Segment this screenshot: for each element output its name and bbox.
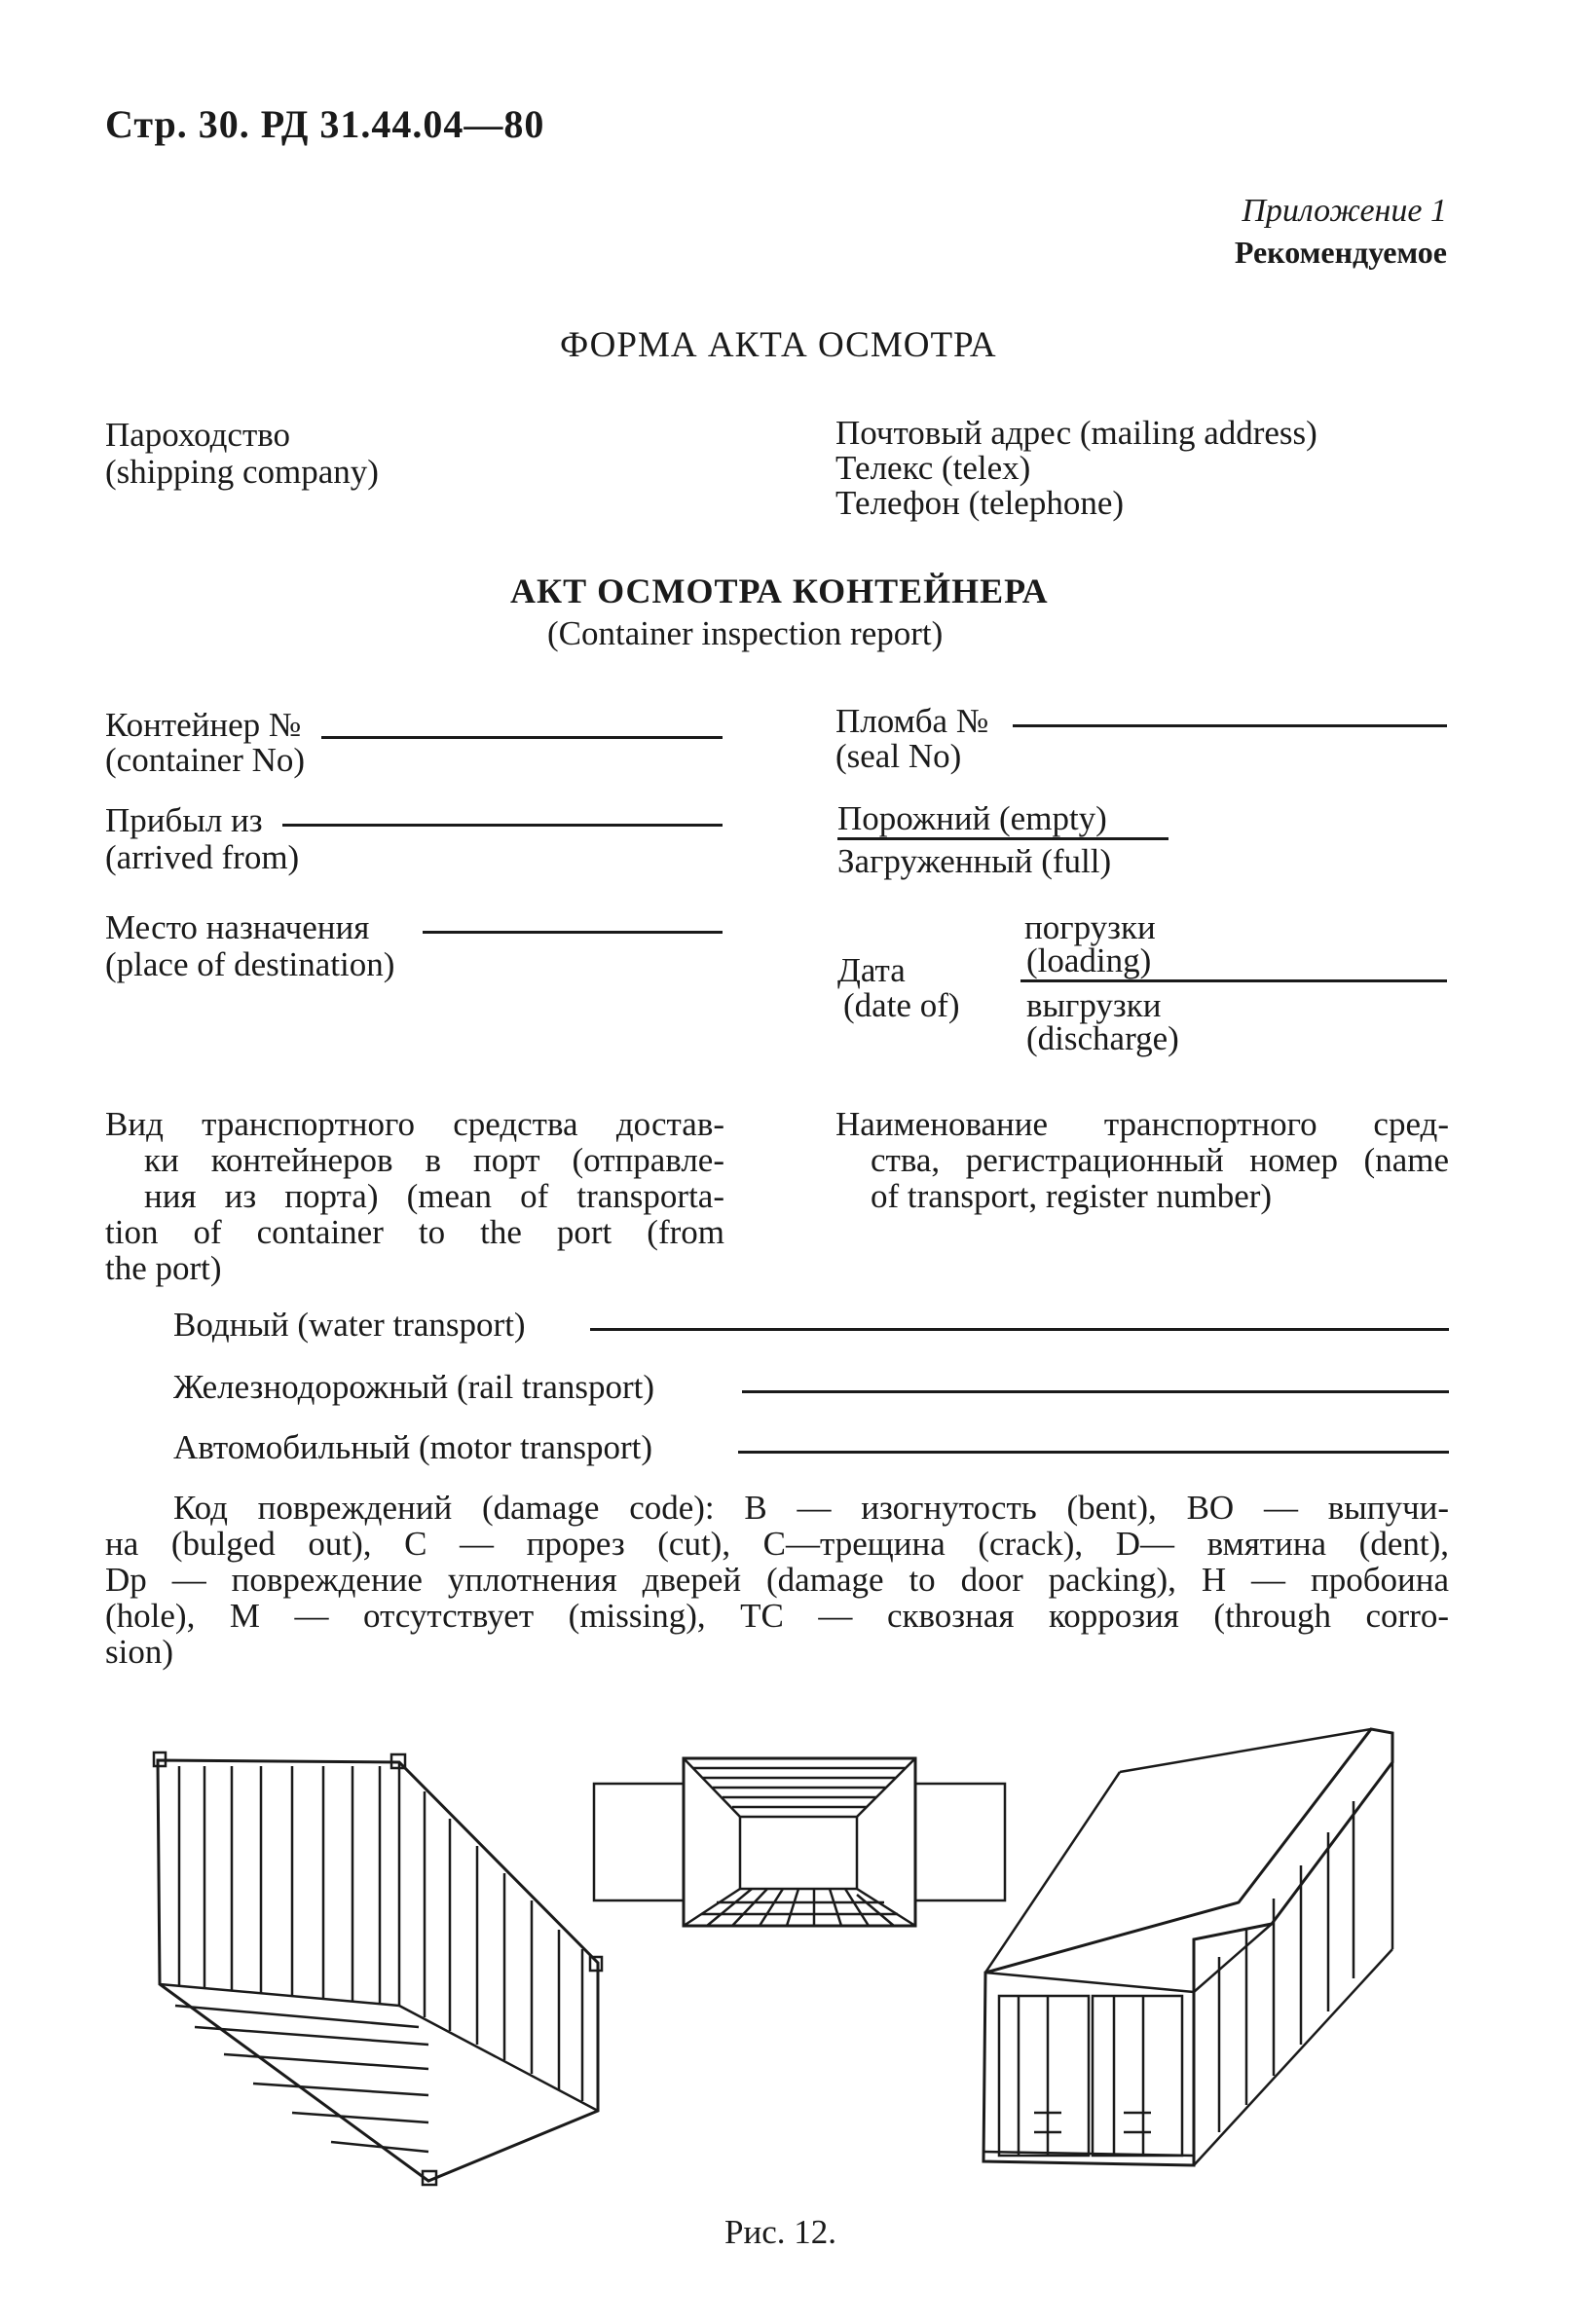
transport-name-label — [835, 1106, 1449, 1214]
transport-mean-line: the port) — [105, 1249, 222, 1287]
transport-name-line: ства, регистрационный номер (name — [871, 1141, 1449, 1179]
transport-mean-label — [105, 1106, 724, 1286]
date-line — [1020, 979, 1447, 982]
damage-code-line: Dp — повреждение уплотнения дверей (damage to door packing), Н — пробоина — [105, 1561, 1449, 1599]
transport-name-line: Наименование транспортного сред- — [835, 1105, 1449, 1143]
seal-number-label-en: (seal No) — [835, 737, 962, 775]
water-transport-line — [590, 1328, 1449, 1331]
container-number-label-en: (container No) — [105, 741, 306, 779]
recommended-label: Рекомендуемое — [1234, 235, 1447, 270]
container-number-line — [321, 736, 723, 739]
transport-mean-line: ки контейнеров в порт (отправле- — [144, 1141, 724, 1179]
telex-label: Телекс (telex) — [835, 449, 1031, 487]
transport-mean-line: ния из порта) (mean of transporta- — [144, 1177, 724, 1215]
loading-label-en: (loading) — [1026, 941, 1152, 979]
figure-caption: Рис. 12. — [724, 2213, 836, 2251]
arrived-from-label-en: (arrived from) — [105, 838, 300, 876]
date-label: Дата — [837, 951, 906, 989]
loading-label: погрузки — [1024, 908, 1156, 946]
damage-code-line: Код повреждений (damage code): В — изогнутость (bent), ВО — выпучи- — [173, 1489, 1449, 1527]
water-transport-label: Водный (water transport) — [173, 1306, 526, 1344]
destination-label-en: (place of destination) — [105, 945, 395, 983]
damage-code-legend — [105, 1490, 1449, 1670]
damage-code-line: (hole), М — отсутствует (missing), ТС — сквозная коррозия (through corro- — [105, 1597, 1449, 1635]
transport-mean-line: tion of container to the port (from — [105, 1213, 724, 1251]
company-label-ru: Пароходство — [105, 416, 291, 454]
rail-transport-line — [742, 1390, 1449, 1393]
arrived-from-label: Прибыл из — [105, 801, 263, 839]
form-title: ФОРМА АКТА ОСМОТРА — [560, 325, 997, 365]
container-door-view — [983, 1729, 1392, 2165]
empty-option: Порожний (empty) — [837, 799, 1107, 837]
discharge-label: выгрузки — [1026, 986, 1162, 1024]
full-option: Загруженный (full) — [837, 842, 1112, 880]
discharge-label-en: (discharge) — [1026, 1019, 1179, 1057]
destination-label: Место назначения — [105, 908, 370, 946]
container-interior-view — [594, 1758, 1005, 1926]
page-reference: Стр. 30. РД 31.44.04—80 — [105, 102, 545, 146]
appendix-label: Приложение 1 — [1242, 193, 1447, 229]
empty-full-separator — [837, 837, 1168, 840]
motor-transport-line — [738, 1451, 1449, 1454]
telephone-label: Телефон (telephone) — [835, 484, 1125, 522]
mailing-address-label: Почтовый адрес (mailing address) — [835, 414, 1317, 452]
container-underside-view — [154, 1752, 602, 2185]
seal-number-label: Пломба № — [835, 702, 989, 740]
seal-number-line — [1013, 724, 1447, 727]
motor-transport-label: Автомобильный (motor transport) — [173, 1428, 653, 1466]
destination-line — [423, 931, 723, 934]
arrived-from-line — [282, 824, 723, 827]
transport-name-line: of transport, register number) — [871, 1177, 1273, 1215]
damage-code-line: на (bulged out), С — прорез (cut), С—трещина (crack), D— вмятина (dent), — [105, 1525, 1449, 1563]
report-title-en: (Container inspection report) — [547, 614, 944, 652]
container-diagram — [136, 1723, 1480, 2191]
transport-mean-line: Вид транспортного средства достав- — [105, 1105, 724, 1143]
company-label-en: (shipping company) — [105, 453, 379, 491]
report-title-ru: АКТ ОСМОТРА КОНТЕЙНЕРА — [510, 572, 1049, 610]
date-label-en: (date of) — [843, 986, 960, 1024]
damage-code-line: sion) — [105, 1633, 173, 1671]
container-number-label: Контейнер № — [105, 706, 302, 744]
rail-transport-label: Железнодорожный (rail transport) — [173, 1368, 655, 1406]
